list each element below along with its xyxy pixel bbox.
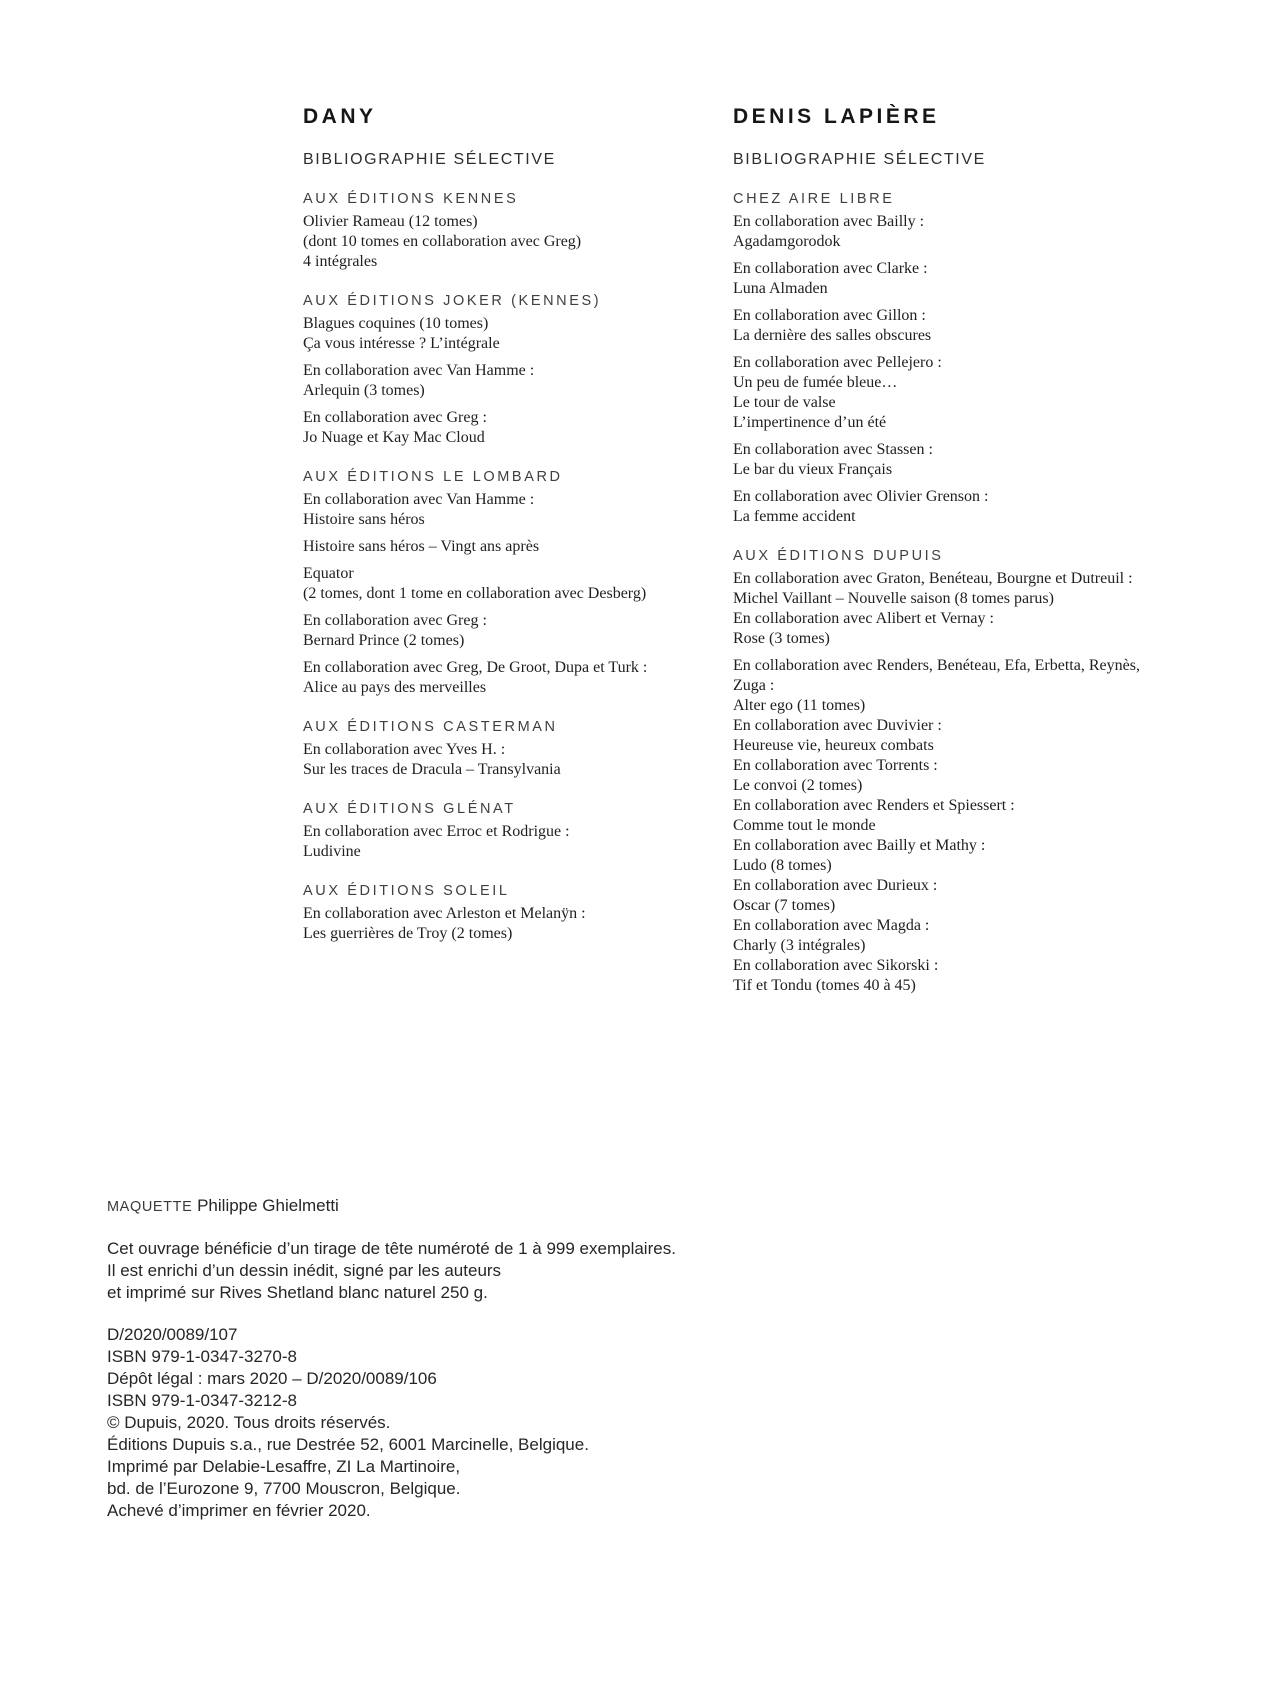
publisher-section-header: AUX ÉDITIONS DUPUIS [733,548,944,564]
publisher-section [303,881,647,944]
bibliography-entry [303,564,647,604]
tirage-paragraph [107,1238,676,1304]
publisher-section [303,717,647,780]
publisher-section [733,546,1140,996]
bibliography-line: Heureuse vie, heureux combats [733,737,934,754]
bibliography-entry [303,611,647,651]
bibliography-line: En collaboration avec Gillon : [733,307,926,324]
publisher-section-header: AUX ÉDITIONS KENNES [303,191,519,207]
bibliography-entry [303,361,647,401]
bibliography-line: Alter ego (11 tomes) [733,697,866,714]
bibliography-line: En collaboration avec Erroc et Rodrigue : [303,823,570,840]
bibliography-line: Le tour de valse [733,394,836,411]
bibliography-entry [733,212,1140,252]
bibliography-line: Alice au pays des merveilles [303,679,487,696]
bibliography-line: En collaboration avec Clarke : [733,260,928,277]
bibliography-line: En collaboration avec Renders, Benéteau, Efa, Erbetta, Reynès, [733,657,1140,674]
section-entries [733,569,1140,996]
bibliography-entry [303,904,647,944]
bibliography-line: En collaboration avec Bailly : [733,213,925,230]
bibliography-line: En collaboration avec Renders et Spiessert : [733,797,1015,814]
bibliography-line: L’impertinence d’un été [733,414,887,431]
bibliography-label: BIBLIOGRAPHIE SÉLECTIVE [733,151,986,168]
bibliography-line: Bernard Prince (2 tomes) [303,632,465,649]
bibliography-entry [303,490,647,530]
bibliography-line: Arlequin (3 tomes) [303,382,425,399]
publisher-section [303,189,647,272]
bibliography-line: Histoire sans héros – Vingt ans après [303,538,540,555]
imprint-line: Dépôt légal : mars 2020 – D/2020/0089/106 [107,1369,437,1388]
bibliography-line: (dont 10 tomes en collaboration avec Greg) [303,233,582,250]
bibliography-line: En collaboration avec Duvivier : [733,717,942,734]
bibliography-line: En collaboration avec Durieux : [733,877,938,894]
bibliography-entry [733,306,1140,346]
bibliography-line: En collaboration avec Olivier Grenson : [733,488,989,505]
bibliography-line: En collaboration avec Bailly et Mathy : [733,837,986,854]
bibliography-line: En collaboration avec Arleston et Melanÿn : [303,905,586,922]
bibliography-line: Luna Almaden [733,280,828,297]
bibliography-line: En collaboration avec Torrents : [733,757,938,774]
section-entries [303,490,647,698]
bibliography-line: Oscar (7 tomes) [733,897,836,914]
imprint-line: © Dupuis, 2020. Tous droits réservés. [107,1413,391,1432]
bibliography-entry [303,740,647,780]
bibliography-line: Le bar du vieux Français [733,461,893,478]
publisher-section-header: AUX ÉDITIONS LE LOMBARD [303,469,563,485]
bibliography-line: Ludivine [303,843,361,860]
bibliography-line: En collaboration avec Van Hamme : [303,362,535,379]
imprint-line: bd. de l’Eurozone 9, 7700 Mouscron, Belgique. [107,1479,461,1498]
bibliography-line: Histoire sans héros [303,511,425,528]
tirage-line: Cet ouvrage bénéficie d’un tirage de tête numéroté de 1 à 999 exemplaires. [107,1239,676,1258]
section-entries [303,822,647,862]
bibliography-line: La dernière des salles obscures [733,327,932,344]
bibliography-line: La femme accident [733,508,856,525]
publisher-section [303,291,647,448]
maquette-label: MAQUETTE [107,1199,193,1215]
imprint-line: ISBN 979-1-0347-3212-8 [107,1391,297,1410]
bibliography-line: En collaboration avec Alibert et Vernay : [733,610,994,627]
bibliography-entry [303,822,647,862]
bibliography-line: Ludo (8 tomes) [733,857,832,874]
bibliography-line: 4 intégrales [303,253,378,270]
bibliography-entry [733,353,1140,433]
imprint-line: Achevé d’imprimer en février 2020. [107,1501,371,1520]
publisher-section [303,799,647,862]
bibliography-line: Un peu de fumée bleue… [733,374,898,391]
publisher-section [733,189,1140,527]
bibliography-line: Charly (3 intégrales) [733,937,866,954]
bibliography-entry [303,408,647,448]
bibliography-line: Tif et Tondu (tomes 40 à 45) [733,977,916,994]
bibliography-line: En collaboration avec Greg : [303,612,487,629]
maquette-credit [107,1195,676,1218]
publisher-section-header: AUX ÉDITIONS JOKER (KENNES) [303,293,602,309]
bibliography-line: Les guerrières de Troy (2 tomes) [303,925,513,942]
bibliography-line: Olivier Rameau (12 tomes) [303,213,478,230]
bibliography-column-dany [303,104,647,944]
bibliography-line: En collaboration avec Stassen : [733,441,933,458]
bibliography-line: En collaboration avec Greg, De Groot, Dupa et Turk : [303,659,648,676]
bibliography-line: Zuga : [733,677,775,694]
bibliography-entry [733,440,1140,480]
bibliography-entry [303,314,647,354]
bibliography-column-lapiere [733,104,1140,996]
bibliography-line: Michel Vaillant – Nouvelle saison (8 tomes parus) [733,590,1054,607]
bibliography-entry [733,569,1140,649]
bibliography-line: En collaboration avec Yves H. : [303,741,506,758]
bibliography-label: BIBLIOGRAPHIE SÉLECTIVE [303,151,556,168]
bibliography-entry [733,259,1140,299]
maquette-designer: Philippe Ghielmetti [197,1196,339,1215]
publisher-section [303,467,647,698]
colophon-block [107,1195,676,1522]
bibliography-line: Equator [303,565,354,582]
bibliography-line: Ça vous intéresse ? L’intégrale [303,335,500,352]
bibliography-line: Rose (3 tomes) [733,630,830,647]
bibliography-entry [733,656,1140,996]
imprint-line: D/2020/0089/107 [107,1325,238,1344]
bibliography-line: Agadamgorodok [733,233,841,250]
imprint-paragraph [107,1324,676,1522]
bibliography-line: Sur les traces de Dracula – Transylvania [303,761,561,778]
imprint-line: Imprimé par Delabie-Lesaffre, ZI La Martinoire, [107,1457,461,1476]
bibliography-line: En collaboration avec Sikorski : [733,957,939,974]
bibliography-line: En collaboration avec Magda : [733,917,930,934]
author-name: DANY [303,105,377,128]
bibliography-line: Comme tout le monde [733,817,876,834]
section-entries [733,212,1140,527]
publisher-section-header: CHEZ AIRE LIBRE [733,191,895,207]
imprint-line: ISBN 979-1-0347-3270-8 [107,1347,297,1366]
bibliography-line: Blagues coquines (10 tomes) [303,315,489,332]
bibliography-entry [733,487,1140,527]
section-entries [303,904,647,944]
author-name: DENIS LAPIÈRE [733,105,940,128]
publisher-section-header: AUX ÉDITIONS GLÉNAT [303,801,516,817]
bibliography-entry [303,537,647,557]
section-entries [303,740,647,780]
bibliography-line: Jo Nuage et Kay Mac Cloud [303,429,485,446]
publisher-section-header: AUX ÉDITIONS SOLEIL [303,883,510,899]
bibliography-line: En collaboration avec Pellejero : [733,354,942,371]
bibliography-line: En collaboration avec Graton, Benéteau, Bourgne et Dutreuil : [733,570,1133,587]
bibliography-line: (2 tomes, dont 1 tome en collaboration avec Desberg) [303,585,647,602]
publisher-section-header: AUX ÉDITIONS CASTERMAN [303,719,558,735]
section-entries [303,212,647,272]
bibliography-entry [303,212,647,272]
bibliography-line: Le convoi (2 tomes) [733,777,863,794]
imprint-line: Éditions Dupuis s.a., rue Destrée 52, 6001 Marcinelle, Belgique. [107,1435,589,1454]
tirage-line: et imprimé sur Rives Shetland blanc naturel 250 g. [107,1283,488,1302]
section-entries [303,314,647,448]
tirage-line: Il est enrichi d’un dessin inédit, signé par les auteurs [107,1261,502,1280]
bibliography-entry [303,658,647,698]
bibliography-line: En collaboration avec Greg : [303,409,487,426]
bibliography-line: En collaboration avec Van Hamme : [303,491,535,508]
